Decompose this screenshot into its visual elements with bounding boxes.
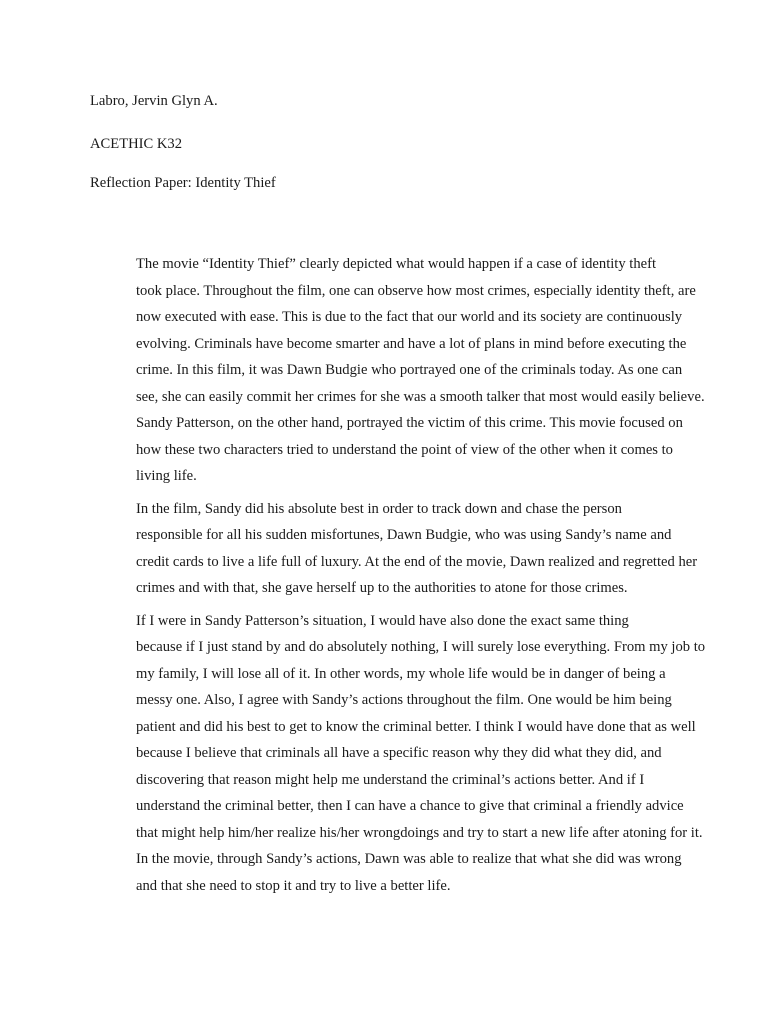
text-line: discovering that reason might help me understand the criminal’s actions better. And if I (136, 771, 645, 788)
text-line: see, she can easily commit her crimes for she was a smooth talker that most would easily believe. (136, 388, 705, 405)
paragraph-1 (90, 251, 705, 490)
text-line: Sandy Patterson, on the other hand, portrayed the victim of this crime. This movie focused on (136, 415, 683, 431)
text-line: evolving. Criminals have become smarter and have a lot of plans in mind before executing the (136, 335, 687, 352)
text-line: credit cards to live a life full of luxury. At the end of the movie, Dawn realized and regretted her (136, 553, 698, 570)
text-line: crime. In this film, it was Dawn Budgie who portrayed one of the criminals today. As one can (136, 362, 683, 378)
text-line: because I believe that criminals all have a specific reason why they did what they did, and (136, 745, 662, 761)
text-line: living life. (136, 468, 197, 484)
text-line: how these two characters tried to understand the point of view of the other when it comes to (136, 441, 673, 458)
paragraph-3 (90, 608, 706, 900)
paper-title: Reflection Paper: Identity Thief (90, 175, 276, 191)
text-line: my family, I will lose all of it. In other words, my whole life would be in danger of being a (136, 665, 666, 682)
text-line: The movie “Identity Thief” clearly depicted what would happen if a case of identity theft (136, 256, 657, 272)
paragraph-2 (90, 496, 698, 602)
text-line: messy one. Also, I agree with Sandy’s actions throughout the film. One would be him being (136, 692, 672, 708)
text-line: responsible for all his sudden misfortunes, Dawn Budgie, who was using Sandy’s name and (136, 527, 672, 543)
body-text (90, 251, 706, 899)
text-line: If I were in Sandy Patterson’s situation, I would have also done the exact same thing (136, 612, 629, 629)
text-line: In the film, Sandy did his absolute best in order to track down and chase the person (136, 500, 622, 517)
text-line: understand the criminal better, then I can have a chance to give that criminal a friendly advice (136, 798, 684, 814)
text-line: that might help him/her realize his/her wrongdoings and try to start a new life after atoning for it. (136, 824, 703, 841)
text-line: patient and did his best to get to know the criminal better. I think I would have done that as well (136, 718, 696, 735)
text-line: now executed with ease. This is due to the fact that our world and its society are continuously (136, 309, 683, 325)
text-line: because if I just stand by and do absolutely nothing, I will surely lose everything. From my job to (136, 639, 706, 655)
author-name: Labro, Jervin Glyn A. (90, 93, 218, 109)
text-line: In the movie, through Sandy’s actions, Dawn was able to realize that what she did was wrong (136, 851, 682, 867)
text-line: took place. Throughout the film, one can observe how most crimes, especially identity theft, are (136, 282, 696, 299)
text-line: and that she need to stop it and try to live a better life. (136, 877, 451, 894)
course-code: ACETHIC K32 (90, 136, 183, 152)
text-line: crimes and with that, she gave herself up to the authorities to atone for those crimes. (136, 580, 628, 596)
